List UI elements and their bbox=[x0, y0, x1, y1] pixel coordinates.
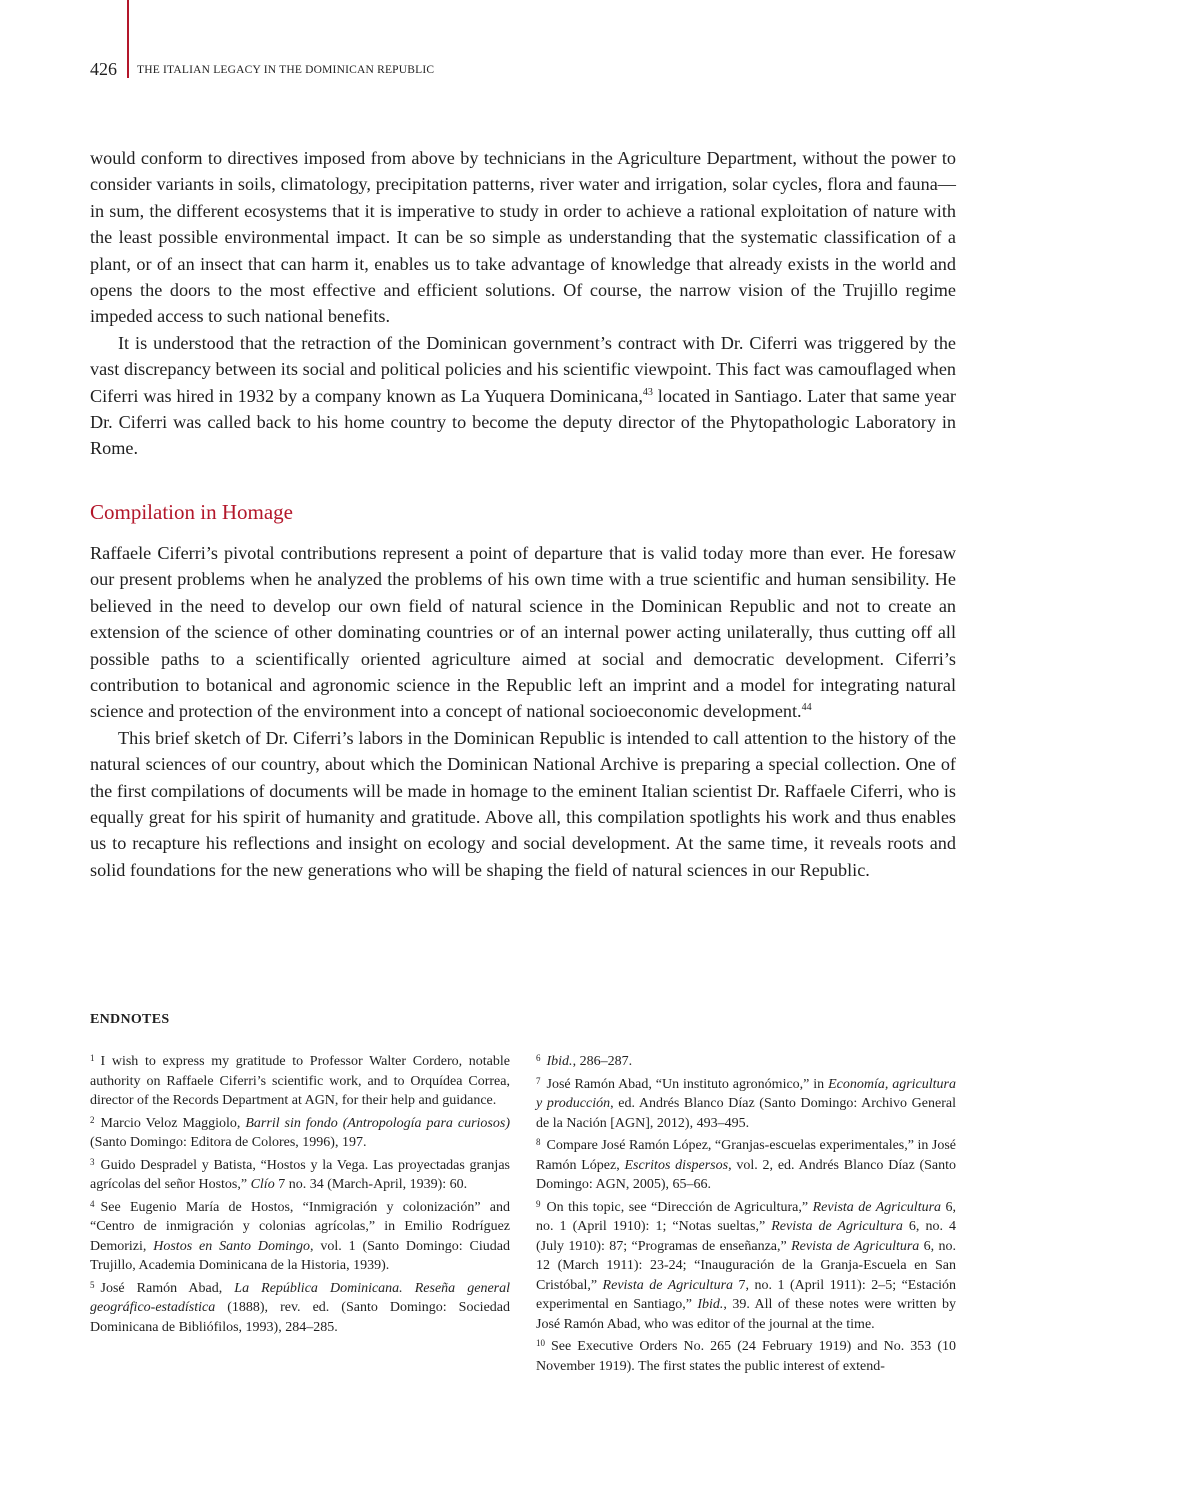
endnote-text: , 39. All of these notes were written by José Ramón Abad, who was editor of the journal at the time. bbox=[536, 1297, 956, 1332]
endnote-title: Revista de Agricultura bbox=[602, 1277, 734, 1293]
endnote-title: La República Dominicana. Reseña general geográfico-estadística bbox=[90, 1280, 510, 1315]
endnotes-column-right bbox=[536, 1049, 956, 1376]
endnote-title: Ibid. bbox=[546, 1054, 573, 1069]
endnote-text: 7, no. 1 (April 1911): 2–5; “Estación experimental en Santiago,” bbox=[536, 1277, 957, 1312]
endnote-number: 2 bbox=[90, 1114, 95, 1125]
endnote-text: See Eugenio María de Hostos, “Inmigración y colonización” and “Centro de inmigración y colonias agrícolas,” in Emilio Rodríguez Demorizi, bbox=[90, 1199, 510, 1254]
endnote-text: 6, no. 4 (July 1910): 87; “Programas de enseñanza,” bbox=[536, 1219, 957, 1254]
endnote-text: See Executive Orders No. 265 (24 February 1919) and No. 353 (10 November 1919). The first states the public interest of extend- bbox=[536, 1339, 956, 1374]
endnote-text: 6, no. 1 (April 1910): 1; “Notas sueltas,” bbox=[536, 1199, 956, 1234]
endnote-text: , ed. Andrés Blanco Díaz (Santo Domingo: Archivo General de la Nación [AGN], 2012), 493–495. bbox=[536, 1096, 956, 1131]
endnote-number: 10 bbox=[536, 1338, 545, 1348]
page-number: 426 bbox=[90, 59, 117, 79]
endnote-number: 4 bbox=[90, 1198, 95, 1209]
endnote-title: Clío bbox=[250, 1177, 275, 1192]
running-head: THE ITALIAN LEGACY IN THE DOMINICAN REPUBLIC bbox=[137, 64, 435, 76]
endnote-text: , vol. 1 (Santo Domingo: Ciudad Trujillo, Academia Dominicana de la Historia, 1939). bbox=[90, 1238, 510, 1273]
endnote-number: 9 bbox=[536, 1198, 541, 1209]
paragraph-text: It is understood that the retraction of the Dominican government’s contract with Dr. Ciferri was triggered by the vast discrepancy between its social and political policies and his scientific viewpoint. This fact was camouflaged when Ciferri was hired in 1932 by a company known as La Yuquera Dominicana, bbox=[90, 332, 956, 406]
endnote bbox=[536, 1195, 956, 1335]
endnote-text: Compare José Ramón López, “Granjas-escuelas experimentales,” in José Ramón López, bbox=[536, 1138, 956, 1173]
endnotes-heading: ENDNOTES bbox=[90, 1012, 170, 1027]
body-text-top bbox=[90, 145, 956, 462]
header-rule bbox=[127, 0, 129, 78]
paragraph: would conform to directives imposed from above by technicians in the Agriculture Department, without the power to consider variants in soils, climatology, precipitation patterns, river water and irrigation, solar cycles, flora and fauna—in sum, the different ecosystems that it is imperative to study in order to achieve a rational exploitation of nature with the least possible environmental impact. It can be so simple as understanding that the systematic classification of a plant, or of an insect that can harm it, enables us to take advantage of knowledge that already exists in the world and opens the doors to the most effective and efficient solutions. Of course, the narrow vision of the Trujillo regime impeded access to such national benefits. bbox=[90, 148, 956, 327]
endnote-title: Economía, agricultura y producción bbox=[536, 1076, 957, 1111]
paragraph-text: Raffaele Ciferri’s pivotal contributions represent a point of departure that is valid today more than ever. He foresaw our present problems when he analyzed the problems of his own time with a true scientific and human sensibility. He believed in the need to develop our own field of natural science in the Dominican Republic and not to create an extension of the science of other dominating countries or of an internal power acting unilaterally, thus cutting off all possible paths to a scientifically oriented agriculture aimed at social and democratic development. Ciferri’s contribution to botanical and agronomic science in the Republic left an imprint and a model for integrating natural science and protection of the environment into a concept of national socioeconomic development. bbox=[90, 543, 956, 722]
paragraph bbox=[90, 330, 956, 462]
endnote-text: (1888), rev. ed. (Santo Domingo: Sociedad Dominicana de Bibliófilos, 1993), 284–285. bbox=[90, 1300, 510, 1335]
paragraph-text: located in Santiago. Later that same year Dr. Ciferri was called back to his home country to become the deputy director of the Phytopathologic Laboratory in Rome. bbox=[90, 385, 956, 459]
endnote-title: Revista de Agricultura bbox=[812, 1199, 942, 1215]
endnote-text: (Santo Domingo: Editora de Colores, 1996), 197. bbox=[90, 1135, 367, 1150]
endnote-number: 7 bbox=[536, 1075, 541, 1086]
endnote-title: Revista de Agricultura bbox=[791, 1238, 920, 1254]
paragraph: This brief sketch of Dr. Ciferri’s labors in the Dominican Republic is intended to call attention to the history of the natural sciences of our country, about which the Dominican National Archive is preparing a special collection. One of the first compilations of documents will be made in homage to the eminent Italian scientist Dr. Raffaele Ciferri, who is equally great for his spirit of humanity and gratitude. Above all, this compilation spotlights his work and thus enables us to recapture his reflections and insight on ecology and social development. At the same time, it reveals roots and solid foundations for the new generations who will be shaping the field of natural sciences in our Republic. bbox=[90, 727, 956, 880]
endnote-text: 7 no. 34 (March-April, 1939): 60. bbox=[274, 1177, 468, 1192]
endnote-text: Guido Despradel y Batista, “Hostos y la Vega. Las proyectadas granjas agrícolas del señor Hostos,” bbox=[90, 1157, 510, 1192]
endnote bbox=[90, 1153, 510, 1195]
endnote-text: José Ramón Abad, bbox=[100, 1280, 235, 1296]
endnote-text: , 286–287. bbox=[572, 1054, 633, 1069]
endnote-number: 1 bbox=[90, 1053, 95, 1063]
paragraph bbox=[90, 540, 956, 725]
endnote-number: 8 bbox=[536, 1137, 541, 1147]
endnote-title: Barril sin fondo (Antropología para curiosos) bbox=[245, 1115, 510, 1131]
endnote bbox=[536, 1133, 956, 1195]
endnote-number: 3 bbox=[90, 1156, 95, 1167]
endnotes-column-left bbox=[90, 1049, 510, 1337]
endnote bbox=[536, 1072, 956, 1134]
endnote-text: José Ramón Abad, “Un instituto agronómico,” in bbox=[546, 1076, 829, 1092]
endnote-text: Marcio Veloz Maggiolo, bbox=[100, 1115, 246, 1131]
body-text-section bbox=[90, 540, 956, 883]
endnote-text: , vol. 2, ed. Andrés Blanco Díaz (Santo Domingo: AGN, 2005), 65–66. bbox=[536, 1157, 956, 1192]
endnote-title: Hostos en Santo Domingo bbox=[153, 1238, 310, 1254]
endnote bbox=[90, 1111, 510, 1153]
endnote-reference[interactable]: 43 bbox=[642, 386, 653, 398]
endnote bbox=[536, 1049, 956, 1072]
endnote-number: 6 bbox=[536, 1053, 541, 1063]
endnote bbox=[90, 1276, 510, 1338]
endnote-text: 6, no. 12 (March 1911): 23-24; “Inauguración de la Granja-Escuela en San Cristóbal,” bbox=[536, 1238, 956, 1293]
endnote bbox=[90, 1195, 510, 1276]
endnote-title: Escritos dispersos bbox=[624, 1157, 729, 1173]
endnote-title: Ibid. bbox=[697, 1297, 724, 1312]
endnote bbox=[90, 1049, 510, 1111]
endnote-number: 5 bbox=[90, 1279, 95, 1290]
endnote-reference[interactable]: 44 bbox=[801, 702, 812, 714]
section-heading: Compilation in Homage bbox=[90, 500, 293, 524]
endnote-text: I wish to express my gratitude to Professor Walter Cordero, notable authority on Raffaele Ciferri’s scientific work, and to Orquídea Correa, director of the Records Department at AGN, for their help and guidance. bbox=[90, 1054, 510, 1108]
endnote-title: Revista de Agricultura bbox=[771, 1219, 903, 1234]
endnote bbox=[536, 1334, 956, 1376]
endnote-text: On this topic, see “Dirección de Agricultura,” bbox=[546, 1199, 813, 1215]
